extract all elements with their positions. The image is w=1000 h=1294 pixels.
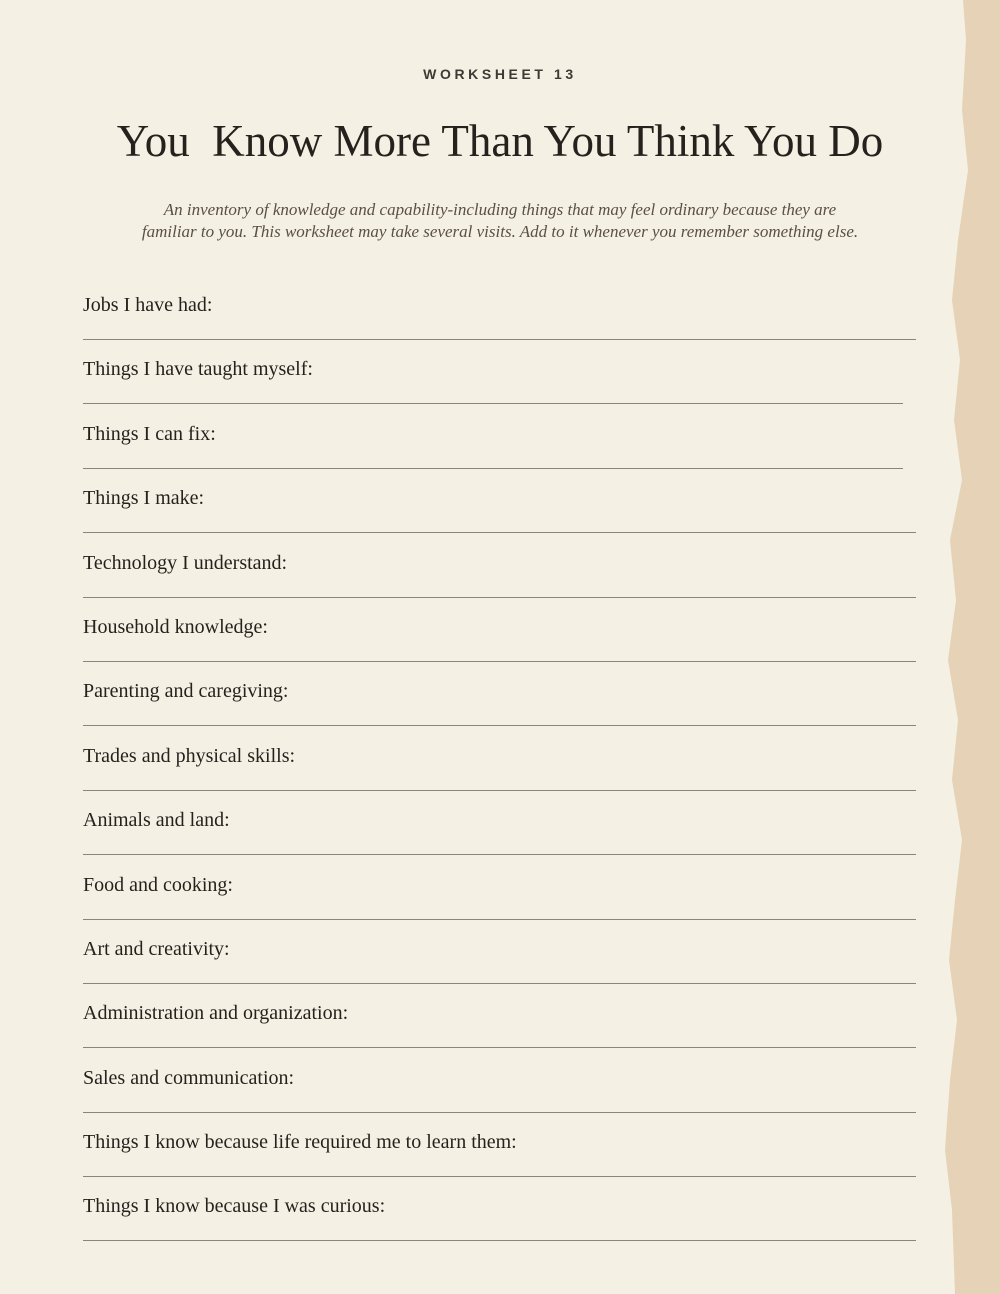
prompt-label: Things I can fix: bbox=[83, 422, 216, 445]
prompt-curious bbox=[83, 1177, 916, 1241]
prompt-technology bbox=[83, 534, 916, 598]
prompt-label: Things I know because I was curious: bbox=[83, 1195, 386, 1218]
prompt-label: Parenting and caregiving: bbox=[83, 680, 289, 703]
prompt-label: Art and creativity: bbox=[83, 937, 230, 960]
prompt-animals bbox=[83, 791, 916, 855]
prompt-food bbox=[83, 856, 916, 920]
prompt-label: Trades and physical skills: bbox=[83, 744, 296, 767]
page-subtitle: An inventory of knowledge and capability-including things that may feel ordinary because they are familiar to you. This worksheet may take several visits. Add to it whenever you remember something else. bbox=[141, 200, 859, 241]
prompt-label: Jobs I have had: bbox=[83, 294, 213, 316]
prompt-list bbox=[83, 276, 916, 1242]
prompt-label: Things I know because life required me to learn them: bbox=[83, 1131, 517, 1154]
prompt-label: Animals and land: bbox=[83, 809, 230, 832]
prompt-label: Household knowledge: bbox=[83, 615, 268, 638]
page-title: You Know More Than You Think You Do bbox=[116, 116, 884, 166]
prompt-can-fix bbox=[83, 405, 916, 469]
prompt-household bbox=[83, 598, 916, 662]
answer-line[interactable] bbox=[83, 1240, 916, 1241]
prompt-life-required bbox=[83, 1113, 916, 1177]
prompt-sales bbox=[83, 1049, 916, 1113]
prompt-jobs bbox=[83, 276, 916, 340]
prompt-label: Things I make: bbox=[83, 487, 205, 510]
prompt-label: Technology I understand: bbox=[83, 551, 288, 574]
prompt-administration bbox=[83, 984, 916, 1048]
prompt-parenting bbox=[83, 662, 916, 726]
worksheet-number: WORKSHEET 13 bbox=[423, 66, 577, 82]
prompt-art bbox=[83, 920, 916, 984]
prompt-label: Sales and communication: bbox=[83, 1066, 295, 1089]
prompt-taught-myself bbox=[83, 340, 916, 404]
prompt-make bbox=[83, 469, 916, 533]
prompt-label: Things I have taught myself: bbox=[83, 358, 313, 381]
prompt-label: Administration and organization: bbox=[83, 1002, 349, 1025]
prompt-label: Food and cooking: bbox=[83, 873, 233, 896]
prompt-trades bbox=[83, 727, 916, 791]
